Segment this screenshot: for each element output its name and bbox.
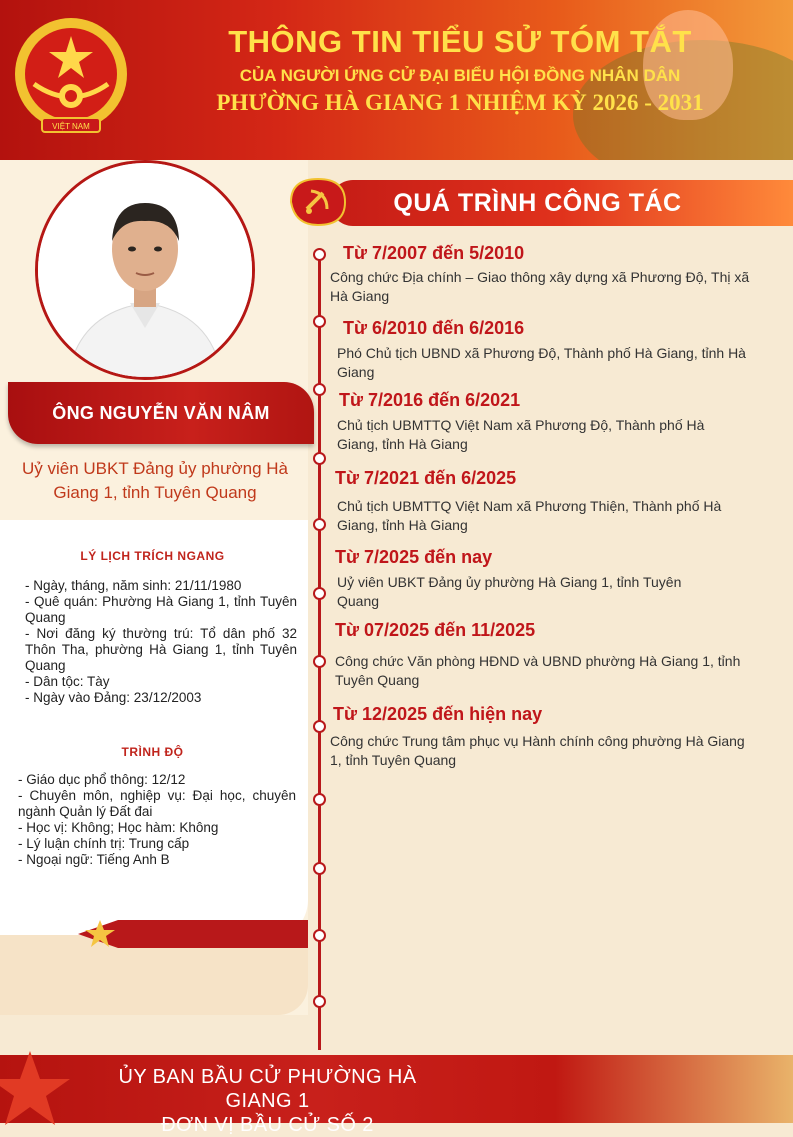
career-period: Từ 12/2025 đến hiện nay bbox=[333, 704, 543, 724]
footer-line-1: ỦY BAN BẦU CỬ PHƯỜNG HÀ GIANG 1 bbox=[118, 1066, 417, 1112]
footer-text bbox=[110, 1065, 425, 1137]
timeline-dot bbox=[313, 587, 326, 600]
header-banner bbox=[0, 0, 793, 160]
list-item: - Dân tộc: Tày bbox=[25, 674, 110, 689]
timeline-dot bbox=[313, 518, 326, 531]
career-heading: QUÁ TRÌNH CÔNG TÁC bbox=[393, 188, 682, 217]
page-title: THÔNG TIN TIỂU SỬ TÓM TẮT bbox=[228, 24, 692, 59]
career-description: Công chức Trung tâm phục vụ Hành chính công phường Hà Giang 1, tỉnh Tuyên Quang bbox=[330, 733, 745, 768]
bio-list bbox=[25, 578, 297, 706]
candidate-role: Uỷ viên UBKT Đảng ủy phường Hà Giang 1, tỉnh Tuyên Quang bbox=[21, 459, 288, 502]
career-period: Từ 6/2010 đến 6/2016 bbox=[343, 318, 525, 338]
candidate-name: ÔNG NGUYỄN VĂN NÂM bbox=[52, 402, 270, 423]
timeline-dot bbox=[313, 793, 326, 806]
education-list bbox=[18, 772, 296, 868]
list-item: - Ngày, tháng, năm sinh: 21/11/1980 bbox=[25, 578, 242, 593]
timeline-dot bbox=[313, 720, 326, 733]
timeline-dot bbox=[313, 248, 326, 261]
portrait-image bbox=[38, 163, 252, 377]
career-description: Công chức Văn phòng HĐND và UBND phường Hà Giang 1, tỉnh Tuyên Quang bbox=[335, 653, 741, 688]
term-title: PHƯỜNG HÀ GIANG 1 NHIỆM KỲ 2026 - 2031 bbox=[216, 90, 704, 115]
bio-heading: LÝ LỊCH TRÍCH NGANG bbox=[80, 549, 225, 563]
career-period: Từ 7/2021 đến 6/2025 bbox=[335, 468, 517, 488]
page-subtitle: CỦA NGƯỜI ỨNG CỬ ĐẠI BIỂU HỘI ĐỒNG NHÂN DÂN bbox=[239, 66, 681, 85]
career-period: Từ 07/2025 đến 11/2025 bbox=[335, 620, 536, 640]
footer-line-2: ĐƠN VỊ BẦU CỬ SỐ 2 bbox=[161, 1114, 374, 1136]
timeline-dot bbox=[313, 452, 326, 465]
list-item: - Ngày vào Đảng: 23/12/2003 bbox=[25, 690, 202, 705]
list-item: - Lý luận chính trị: Trung cấp bbox=[18, 836, 190, 851]
timeline-dot bbox=[313, 383, 326, 396]
party-flag-icon bbox=[287, 175, 349, 229]
footer-banner bbox=[0, 1055, 793, 1136]
candidate-photo bbox=[35, 160, 255, 380]
name-ribbon bbox=[8, 382, 314, 444]
career-banner bbox=[330, 180, 793, 226]
list-item: - Quê quán: Phường Hà Giang 1, tỉnh Tuyên Quang bbox=[25, 594, 297, 625]
list-item: - Giáo dục phổ thông: 12/12 bbox=[18, 772, 186, 787]
career-description: Chủ tịch UBMTTQ Việt Nam xã Phương Độ, Thành phố Hà Giang, tỉnh Hà Giang bbox=[337, 417, 705, 452]
national-emblem-icon bbox=[12, 14, 130, 138]
list-item: - Học vị: Không; Học hàm: Không bbox=[18, 820, 219, 835]
star-divider-icon bbox=[78, 916, 308, 952]
timeline-dot bbox=[313, 655, 326, 668]
star-icon bbox=[0, 1049, 80, 1129]
education-heading: TRÌNH ĐỘ bbox=[121, 745, 184, 759]
timeline-dot bbox=[313, 929, 326, 942]
career-description: Uỷ viên UBKT Đảng ủy phường Hà Giang 1, tỉnh Tuyên Quang bbox=[337, 574, 682, 609]
list-item: - Ngoại ngữ: Tiếng Anh B bbox=[18, 852, 170, 867]
career-description: Chủ tịch UBMTTQ Việt Nam xã Phương Thiện, Thành phố Hà Giang, tỉnh Hà Giang bbox=[337, 498, 722, 533]
timeline-dot bbox=[313, 315, 326, 328]
career-period: Từ 7/2016 đến 6/2021 bbox=[339, 390, 521, 410]
list-item: - Nơi đăng ký thường trú: Tổ dân phố 32 Thôn Tha, phường Hà Giang 1, tỉnh Tuyên Quang bbox=[25, 626, 297, 673]
career-period: Từ 7/2025 đến nay bbox=[335, 547, 493, 567]
career-description: Công chức Địa chính – Giao thông xây dựng xã Phương Độ, Thị xã Hà Giang bbox=[330, 269, 750, 304]
career-period: Từ 7/2007 đến 5/2010 bbox=[343, 243, 525, 263]
list-item: - Chuyên môn, nghiệp vụ: Đại học, chuyên ngành Quản lý Đất đai bbox=[18, 788, 296, 819]
timeline-dot bbox=[313, 995, 326, 1008]
career-description: Phó Chủ tịch UBND xã Phương Độ, Thành phố Hà Giang, tỉnh Hà Giang bbox=[337, 345, 746, 380]
emblem-text: VIỆT NAM bbox=[52, 122, 90, 131]
timeline-dot bbox=[313, 862, 326, 875]
